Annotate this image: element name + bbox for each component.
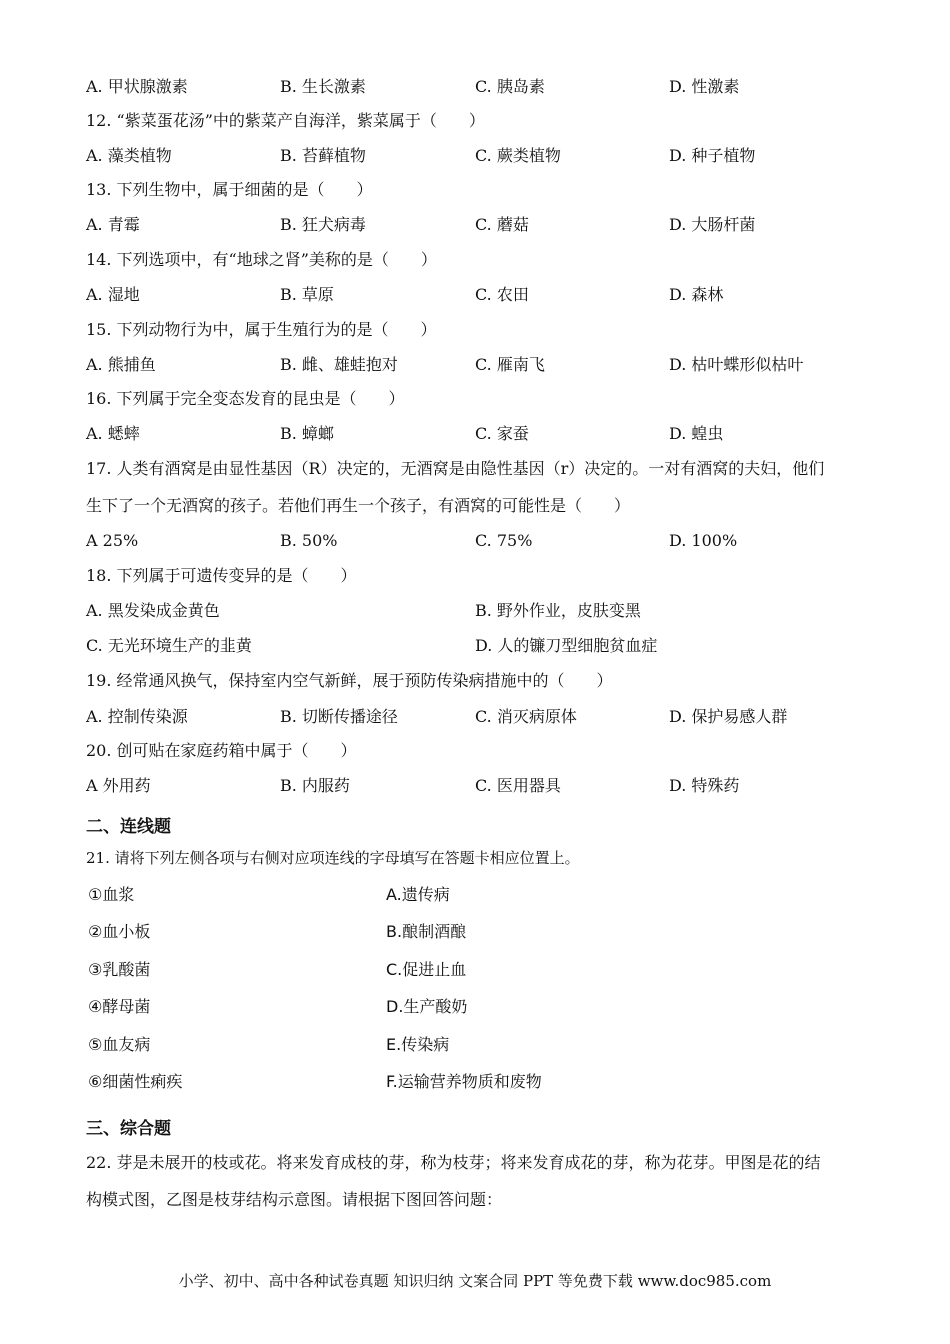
q19-stem: 19. 经常通风换气，保持室内空气新鲜，展于预防传染病措施中的（ ） (86, 671, 613, 690)
page-footer: 小学、初中、高中各种试卷真题 知识归纳 文案合同 PPT 等免费下载 www.doc985.com (178, 1272, 772, 1290)
q11-option-d: D. 性激素 (669, 77, 740, 96)
q17-option-d: D. 100% (669, 531, 738, 550)
q12-option-d: D. 种子植物 (669, 146, 756, 165)
match-left-3: ③乳酸菌 (88, 960, 151, 979)
q14-option-c: C. 农田 (475, 285, 529, 304)
q20-option-b: B. 内服药 (280, 776, 350, 795)
q14-stem: 14. 下列选项中，有“地球之肾”美称的是（ ） (86, 250, 437, 269)
q12-option-a: A. 藻类植物 (86, 146, 172, 165)
q19-option-a: A. 控制传染源 (86, 707, 188, 726)
q11-option-a: A. 甲状腺激素 (86, 77, 188, 96)
q18-option-c: C. 无光环境生产的韭黄 (86, 636, 252, 655)
match-right-c: C.促进止血 (386, 960, 467, 979)
match-right-e: E.传染病 (386, 1035, 450, 1054)
q11-option-b: B. 生长激素 (280, 77, 366, 96)
q15-option-a: A. 熊捕鱼 (86, 355, 156, 374)
q19-option-d: D. 保护易感人群 (669, 707, 788, 726)
match-right-b: B.酿制酒酿 (386, 922, 467, 941)
q18-option-a: A. 黑发染成金黄色 (86, 601, 220, 620)
q20-option-a: A 外用药 (86, 776, 151, 795)
section-comprehensive-title: 三、综合题 (86, 1119, 171, 1139)
q16-stem: 16. 下列属于完全变态发育的昆虫是（ ） (86, 389, 405, 408)
q15-option-c: C. 雁南飞 (475, 355, 545, 374)
match-left-5: ⑤血友病 (88, 1035, 151, 1054)
q16-option-c: C. 家蚕 (475, 424, 529, 443)
q16-option-d: D. 蝗虫 (669, 424, 724, 443)
q17-option-a: A 25% (86, 531, 139, 550)
q15-option-d: D. 枯叶蝶形似枯叶 (669, 355, 804, 374)
q17-stem: 17. 人类有酒窝是由显性基因（R）决定的，无酒窝是由隐性基因（r）决定的。一对有酒窝的夫妇，他们 (86, 459, 825, 478)
q20-stem: 20. 创可贴在家庭药箱中属于（ ） (86, 741, 357, 760)
q20-option-c: C. 医用器具 (475, 776, 561, 795)
q19-option-b: B. 切断传播途径 (280, 707, 398, 726)
q13-option-b: B. 狂犬病毒 (280, 215, 366, 234)
q14-option-d: D. 森林 (669, 285, 724, 304)
q22-stem: 22. 芽是未展开的枝或花。将来发育成枝的芽，称为枝芽；将来发育成花的芽，称为花芽。甲图是花的结 (86, 1153, 821, 1172)
q22-stem-continued: 构模式图，乙图是枝芽结构示意图。请根据下图回答问题： (86, 1190, 503, 1209)
q17-option-b: B. 50% (280, 531, 338, 550)
q14-option-a: A. 湿地 (86, 285, 140, 304)
match-right-f: F.运输营养物质和废物 (386, 1072, 542, 1091)
q13-stem: 13. 下列生物中，属于细菌的是（ ） (86, 180, 373, 199)
q18-option-d: D. 人的镰刀型细胞贫血症 (475, 636, 658, 655)
q16-option-b: B. 蟑螂 (280, 424, 334, 443)
q11-option-c: C. 胰岛素 (475, 77, 545, 96)
q12-option-b: B. 苔藓植物 (280, 146, 366, 165)
q18-stem: 18. 下列属于可遗传变异的是（ ） (86, 566, 357, 585)
match-right-d: D.生产酸奶 (386, 997, 468, 1016)
q13-option-d: D. 大肠杆菌 (669, 215, 756, 234)
q19-option-c: C. 消灭病原体 (475, 707, 577, 726)
q15-option-b: B. 雌、雄蛙抱对 (280, 355, 398, 374)
q21-stem: 21. 请将下列左侧各项与右侧对应项连线的字母填写在答题卡相应位置上。 (86, 849, 580, 867)
match-left-4: ④酵母菌 (88, 997, 151, 1016)
match-left-6: ⑥细菌性痢疾 (88, 1072, 183, 1091)
q17-stem-continued: 生下了一个无酒窝的孩子。若他们再生一个孩子，有酒窝的可能性是（ ） (86, 496, 631, 515)
q13-option-a: A. 青霉 (86, 215, 140, 234)
match-left-2: ②血小板 (88, 922, 151, 941)
q15-stem: 15. 下列动物行为中，属于生殖行为的是（ ） (86, 320, 437, 339)
q18-option-b: B. 野外作业，皮肤变黑 (475, 601, 641, 620)
q14-option-b: B. 草原 (280, 285, 334, 304)
q20-option-d: D. 特殊药 (669, 776, 740, 795)
q12-option-c: C. 蕨类植物 (475, 146, 561, 165)
q13-option-c: C. 蘑菇 (475, 215, 529, 234)
section-matching-title: 二、连线题 (86, 817, 171, 837)
q16-option-a: A. 蟋蟀 (86, 424, 140, 443)
match-right-a: A.遗传病 (386, 885, 450, 904)
q12-stem: 12. “紫菜蛋花汤”中的紫菜产自海洋，紫菜属于（ ） (86, 111, 485, 130)
q17-option-c: C. 75% (475, 531, 533, 550)
match-left-1: ①血浆 (88, 885, 135, 904)
